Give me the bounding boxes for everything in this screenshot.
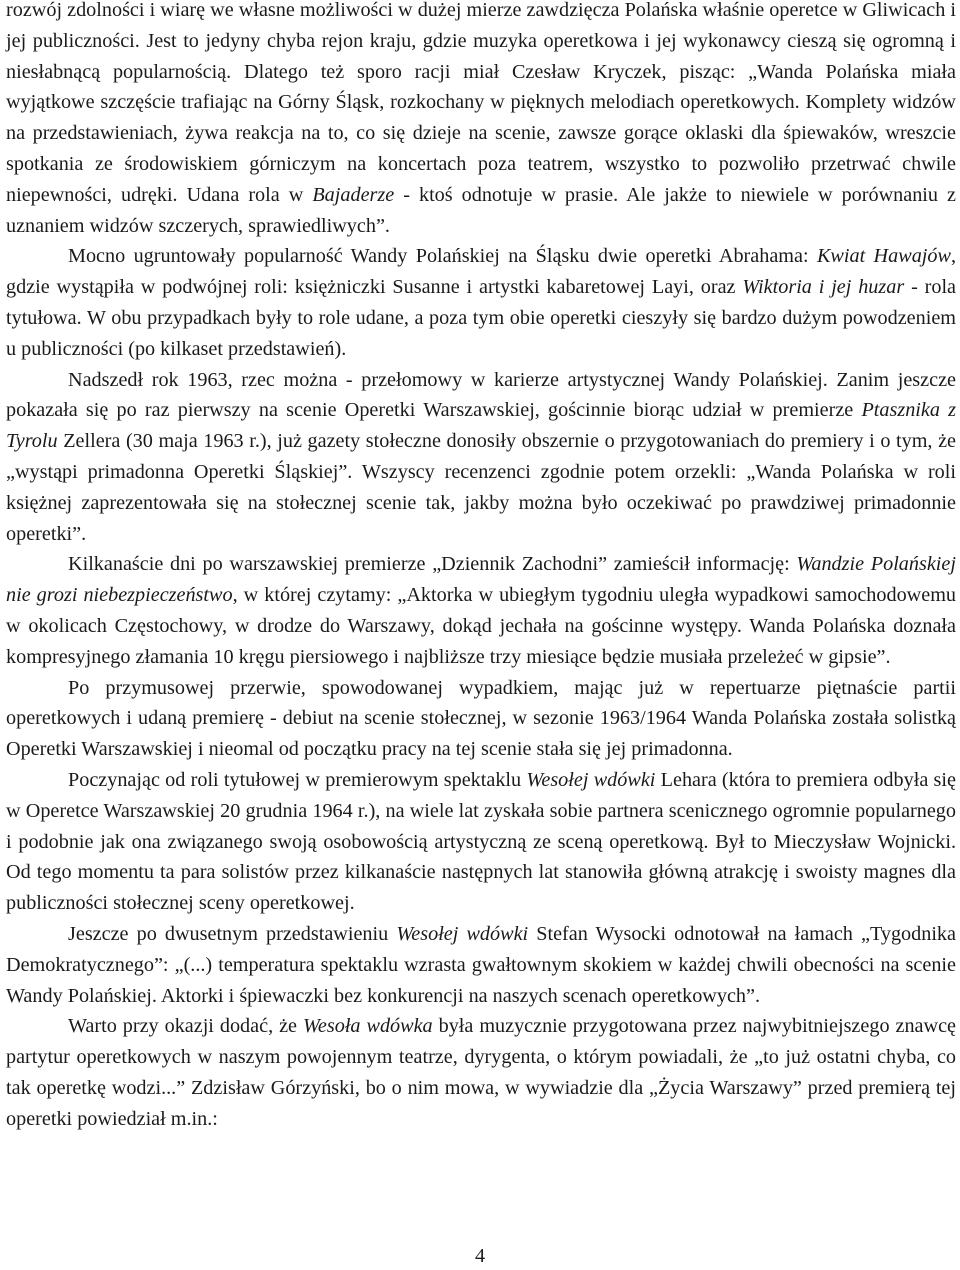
paragraph-2: [6, 241, 956, 364]
text-run: , gdzie wystąpiła w podwójnej roli: księżniczki Susanne i artystki kabaretowej Layi, oraz: [6, 245, 957, 299]
text-run: Poczynając od roli tytułowej w premierowym spektaklu: [68, 768, 527, 791]
paragraph-6: [6, 765, 956, 919]
text-run: Jeszcze po dwusetnym przedstawieniu: [68, 922, 397, 945]
text-run: - rola tytułowa. W obu przypadkach były to role udane, a poza tym obie operetki cieszyły się bardzo dużym powodzeniem u publiczności (po kilkaset przedstawień).: [6, 276, 957, 360]
text-run: Nadszedł rok 1963, rzec można - przełomowy w karierze artystycznej Wandy Polańskiej. Zanim jeszcze pokazała się po raz pierwszy na scenie Operetki Warszawskiej, gościnnie biorąc udział w premierze: [6, 368, 956, 422]
paragraph-8: [6, 1011, 956, 1134]
body-text: [6, 0, 956, 1134]
text-run: Stefan Wysocki odnotował na łamach „Tygodnika Demokratycznego”: „(...) temperatura spektaklu wzrasta gwałtownym skokiem w każdej chwili obecności na scenie Wandy Polańskiej. Aktorki i śpiewaczki bez konkurencji na naszych scenach operetkowych”.: [6, 922, 956, 1007]
italic-title: Wandzie Polańskiej nie grozi niebezpieczeństwo: [6, 553, 956, 607]
page-number: 4: [474, 1245, 486, 1267]
italic-title: Wiktoria i jej huzar: [742, 276, 905, 299]
text-run: rozwój zdolności i wiarę we własne możliwości w dużej mierze zawdzięcza Polańska właśnie operetce w Gliwicach i jej publiczności. Jest to jedyny chyba rejon kraju, gdzie muzyka operetkowa i jej wykonawcy cieszą się ogromną i niesłabnącą popularnością. Dlatego też sporo racji miał Czesław Kryczek, pisząc: „Wanda Polańska miała wyjątkowe szczęście trafiając na Górny Śląsk, rozkochany w pięknych melodiach operetkowych. Komplety widzów na przedstawieniach, żywa reakcja na to, co się dzieje na scenie, zawsze gorące oklaski dla śpiewaków, wreszcie spotkania ze środowiskiem górniczym na koncertach poza teatrem, wszystko to pozwoliło przetrwać chwile niepewności, udręki. Udana rola w: [6, 0, 956, 206]
text-run: była muzycznie przygotowana przez najwybitniejszego znawcę partytur operetkowych w naszym powojennym teatrze, dyrygenta, o którym powiadali, że „to już ostatni chyba, co tak operetkę wodzi...” Zdzisław Górzyński, bo o nim mowa, w wywiadzie dla „Życia Warszawy” przed premierą tej operetki powiedział m.in.:: [6, 1015, 957, 1130]
text-run: , w której czytamy: „Aktorka w ubiegłym tygodniu uległa wypadkowi samochodowemu w okolicach Częstochowy, w drodze do Warszawy, dokąd jechała na gościnne występy. Wanda Polańska doznała kompresyjnego złamania 10 kręgu piersiowego i najbliższe trzy miesiące będzie musiała przeleżeć w gipsie”.: [6, 584, 956, 668]
text-run: Po przymusowej przerwie, spowodowanej wypadkiem, mając już w repertuarze piętnaście partii operetkowych i udaną premierę - debiut na scenie stołecznej, w sezonie 1963/1964 Wanda Polańska została solistką Operetki Warszawskiej i nieomal od początku pracy na tej scenie stała się jej primadonna.: [6, 676, 956, 761]
text-run: Mocno ugruntowały popularność Wandy Polańskiej na Śląsku dwie operetki Abrahama:: [68, 245, 817, 268]
italic-title: Kwiat Hawajów: [816, 245, 951, 268]
italic-title: Bajaderze: [312, 183, 395, 206]
text-run: Lehara (która to premiera odbyła się w Operetce Warszawskiej 20 grudnia 1964 r.), na wiele lat zyskała sobie partnera scenicznego ogromnie popularnego i podobnie jak ona związanego swoją osobowością artystyczną ze sceną operetkową. Był to Mieczysław Wojnicki. Od tego momentu ta para solistów przez kilkanaście następnych lat stanowiła główną atrakcję i swoisty magnes dla publiczności stołecznej sceny operetkowej.: [6, 768, 956, 915]
text-run: - ktoś odnotuje w prasie. Ale jakże to niewiele w porównaniu z uznaniem widzów szczerych, sprawiedliwych”.: [6, 183, 956, 237]
paragraph-7: [6, 919, 956, 1011]
paragraph-5: [6, 673, 956, 765]
text-run: Kilkanaście dni po warszawskiej premierze „Dziennik Zachodni” zamieścił informację:: [68, 553, 797, 576]
italic-title: Wesołej wdówki: [526, 768, 656, 791]
paragraph-3: [6, 365, 956, 550]
paragraph-1: [6, 0, 956, 241]
paragraph-4: [6, 549, 956, 672]
italic-title: Ptasznika z Tyrolu: [6, 399, 957, 453]
text-run: Zellera (30 maja 1963 r.), już gazety stołeczne donosiły obszernie o przygotowaniach do premiery i o tym, że „wystąpi primadonna Operetki Śląskiej”. Wszyscy recenzenci zgodnie potem orzekli: „Wanda Polańska w roli księżnej zaprezentowała się na stołecznej scenie tak, jakby można było oczekiwać po prawdziwej primadonnie operetki”.: [6, 430, 956, 545]
italic-title: Wesołej wdówki: [396, 922, 529, 945]
text-run: Warto przy okazji dodać, że: [68, 1015, 303, 1038]
italic-title: Wesoła wdówka: [302, 1015, 433, 1038]
